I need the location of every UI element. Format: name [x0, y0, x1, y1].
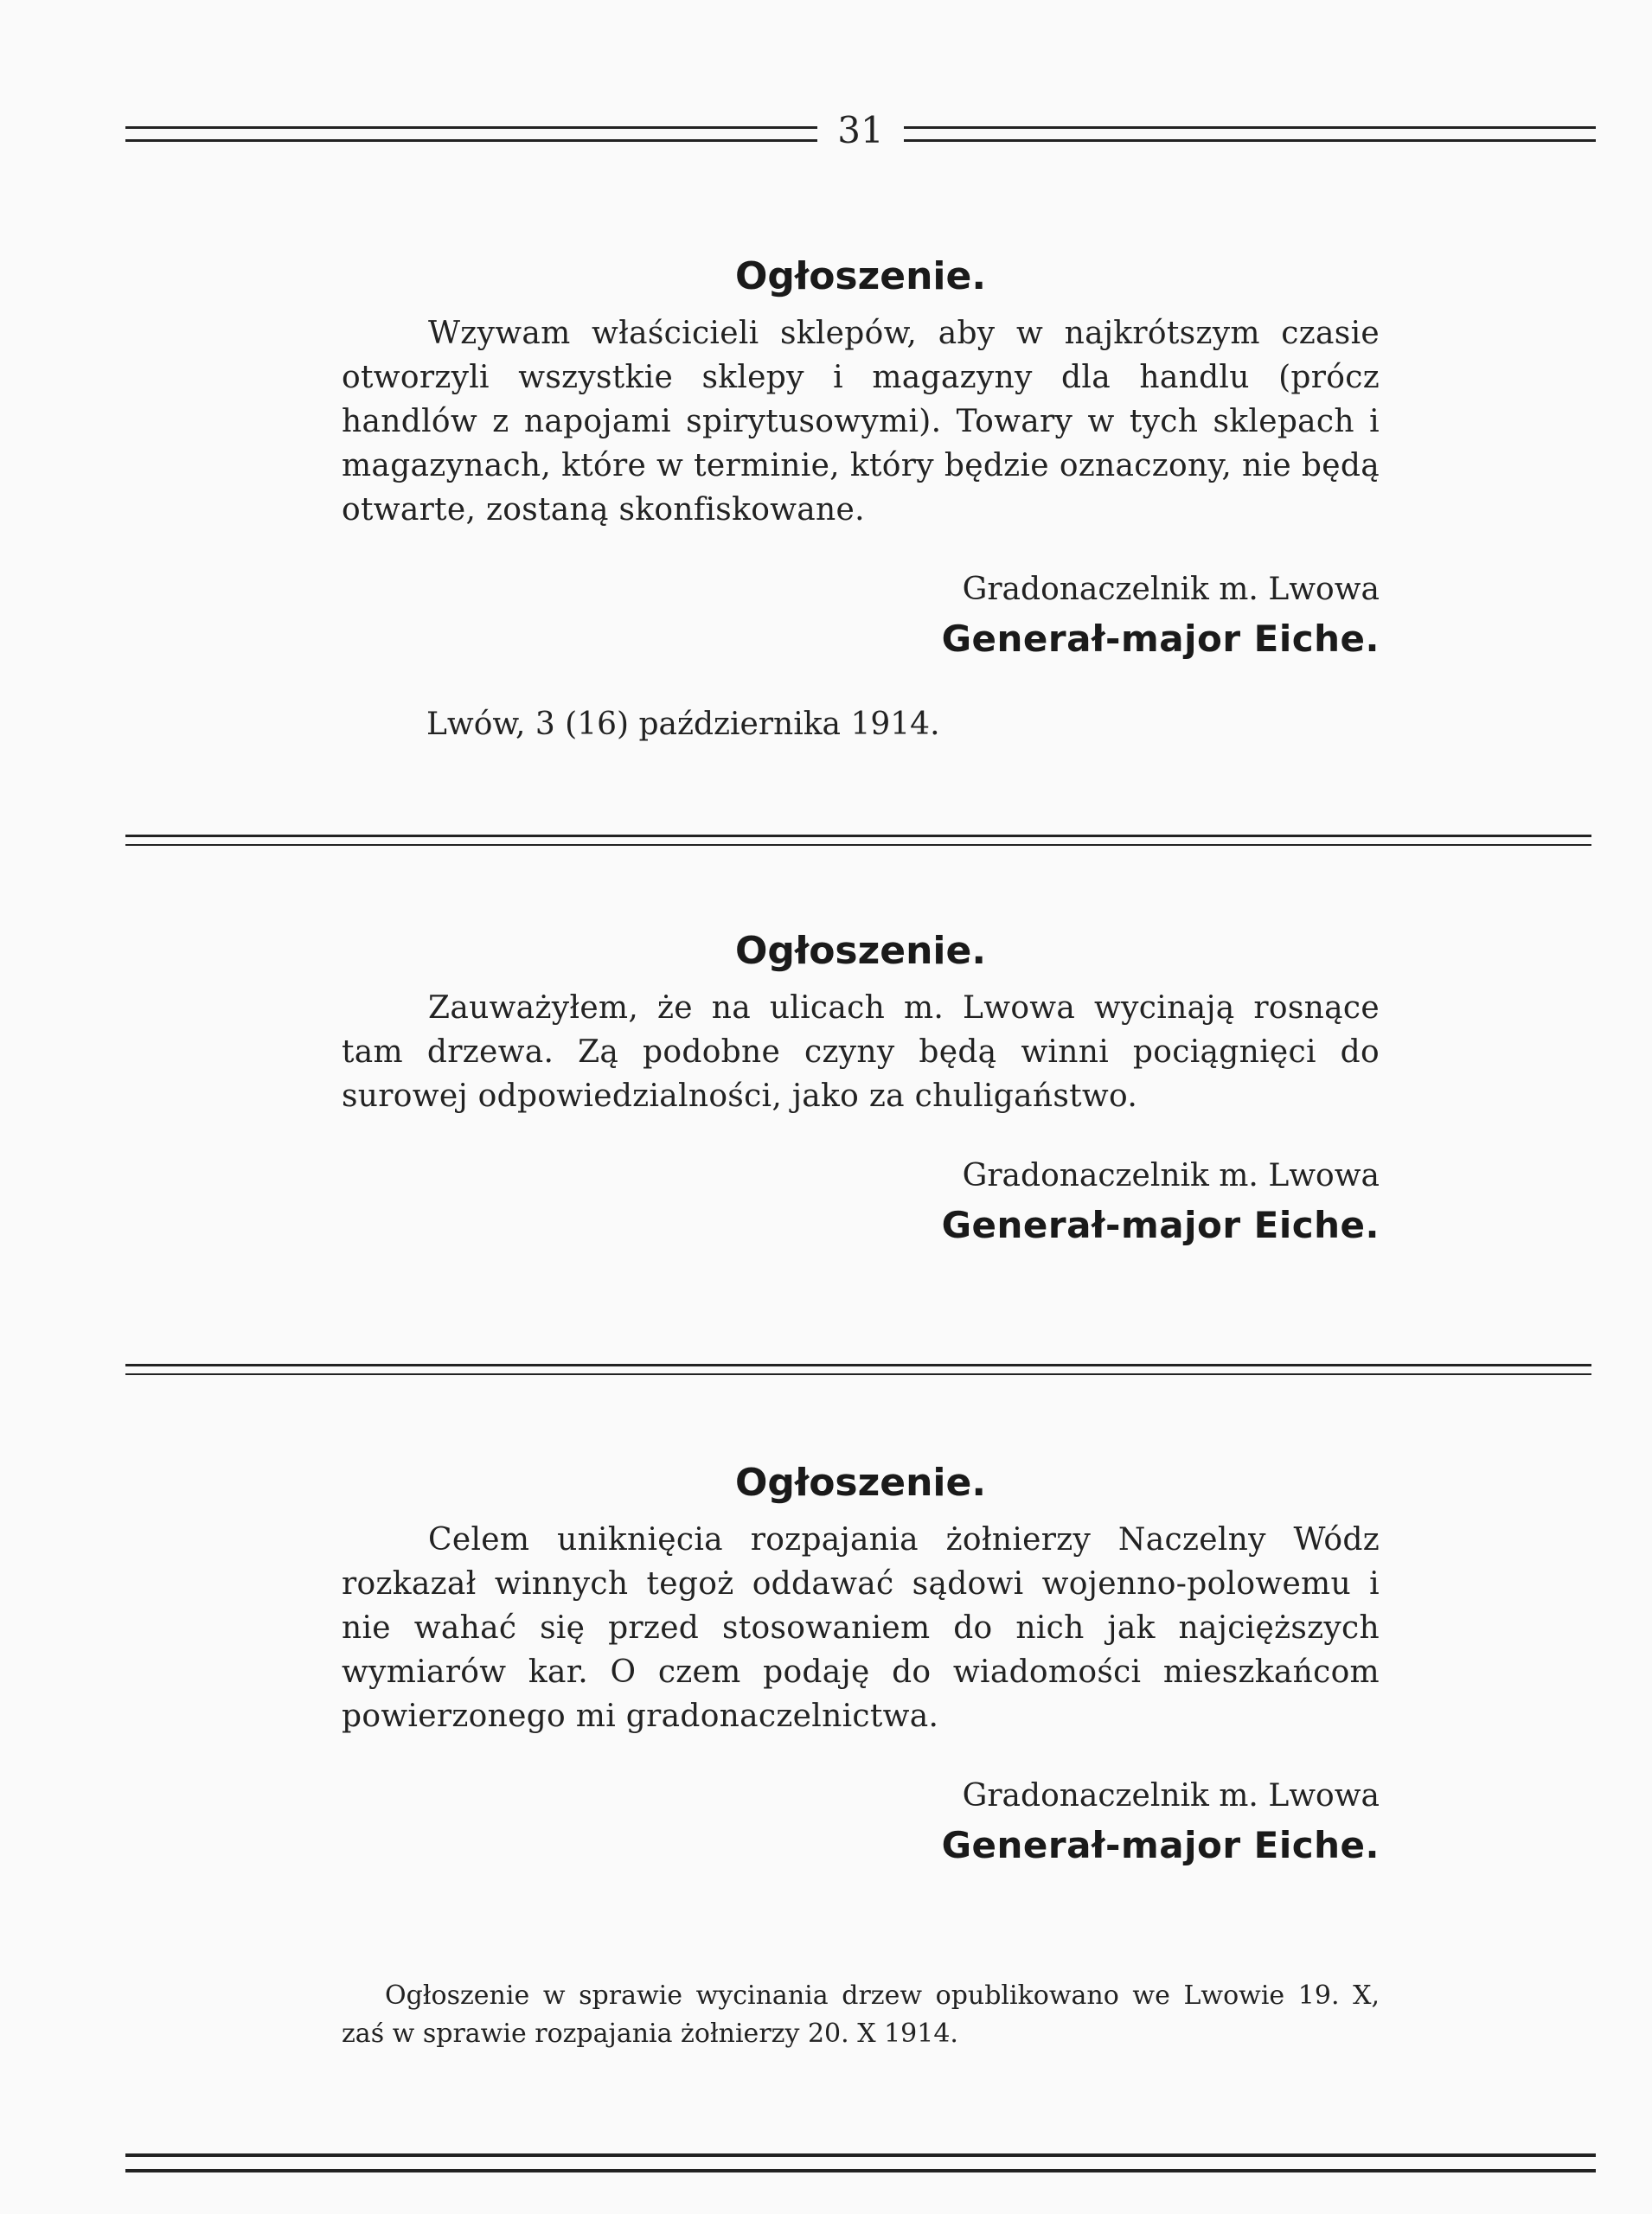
signature-name: Generał-major Eiche. [941, 617, 1380, 660]
signature-office: Gradonaczelnik m. Lwowa [962, 572, 1380, 607]
signature [342, 566, 1380, 665]
page-number: 31 [837, 109, 884, 151]
notice-title: Ogłoszenie. [734, 254, 987, 298]
notice-2 [342, 925, 1380, 1251]
footnote: Ogłoszenie w sprawie wycinania drzew opublikowano we Lwowie 19. X, zaś w sprawie rozpajania żołnierzy 20. X 1914. [342, 1980, 1380, 2049]
bottom-rule [125, 2153, 1596, 2172]
signature [342, 1153, 1380, 1251]
signature [342, 1773, 1380, 1872]
notice-body: Celem uniknięcia rozpajania żołnierzy Naczelny Wódz rozkazał winnych tegoż oddawać sądowi wojenno-polowemu i nie wahać się przed stosowaniem do nich jak najcięższych wymiarów kar. O czem podaję do wiadomości mieszkańcom powierzonego mi gradonaczelnictwa. [342, 1522, 1380, 1734]
notice-title: Ogłoszenie. [734, 929, 987, 973]
notice-1 [342, 251, 1380, 748]
section-separator [125, 835, 1591, 846]
signature-name: Generał-major Eiche. [941, 1204, 1380, 1246]
signature-office: Gradonaczelnik m. Lwowa [962, 1158, 1380, 1193]
dateline: Lwów, 3 (16) października 1914. [426, 707, 940, 742]
notice-body: Wzywam właścicieli sklepów, aby w najkrótszym czasie otworzyli wszystkie sklepy i magazyny dla handlu (prócz handlów z napojami spirytusowymi). Towary w tych sklepach i magazynach, które w terminie, który będzie oznaczony, nie będą otwarte, zostaną skonfiskowane. [342, 316, 1380, 528]
header-rule-left [125, 126, 817, 142]
notice-title: Ogłoszenie. [734, 1461, 987, 1505]
signature-name: Generał-major Eiche. [941, 1824, 1380, 1866]
signature-office: Gradonaczelnik m. Lwowa [962, 1778, 1380, 1814]
notice-3 [342, 1457, 1380, 1872]
section-separator [125, 1364, 1591, 1375]
header-rule-right [904, 126, 1596, 142]
notice-body: Zauważyłem, że na ulicach m. Lwowa wycinają rosnące tam drzewa. Zą podobne czyny będą winni pociągnięci do surowej odpowiedzialności, jako za chuligaństwo. [342, 990, 1380, 1114]
page-header [125, 102, 1596, 163]
